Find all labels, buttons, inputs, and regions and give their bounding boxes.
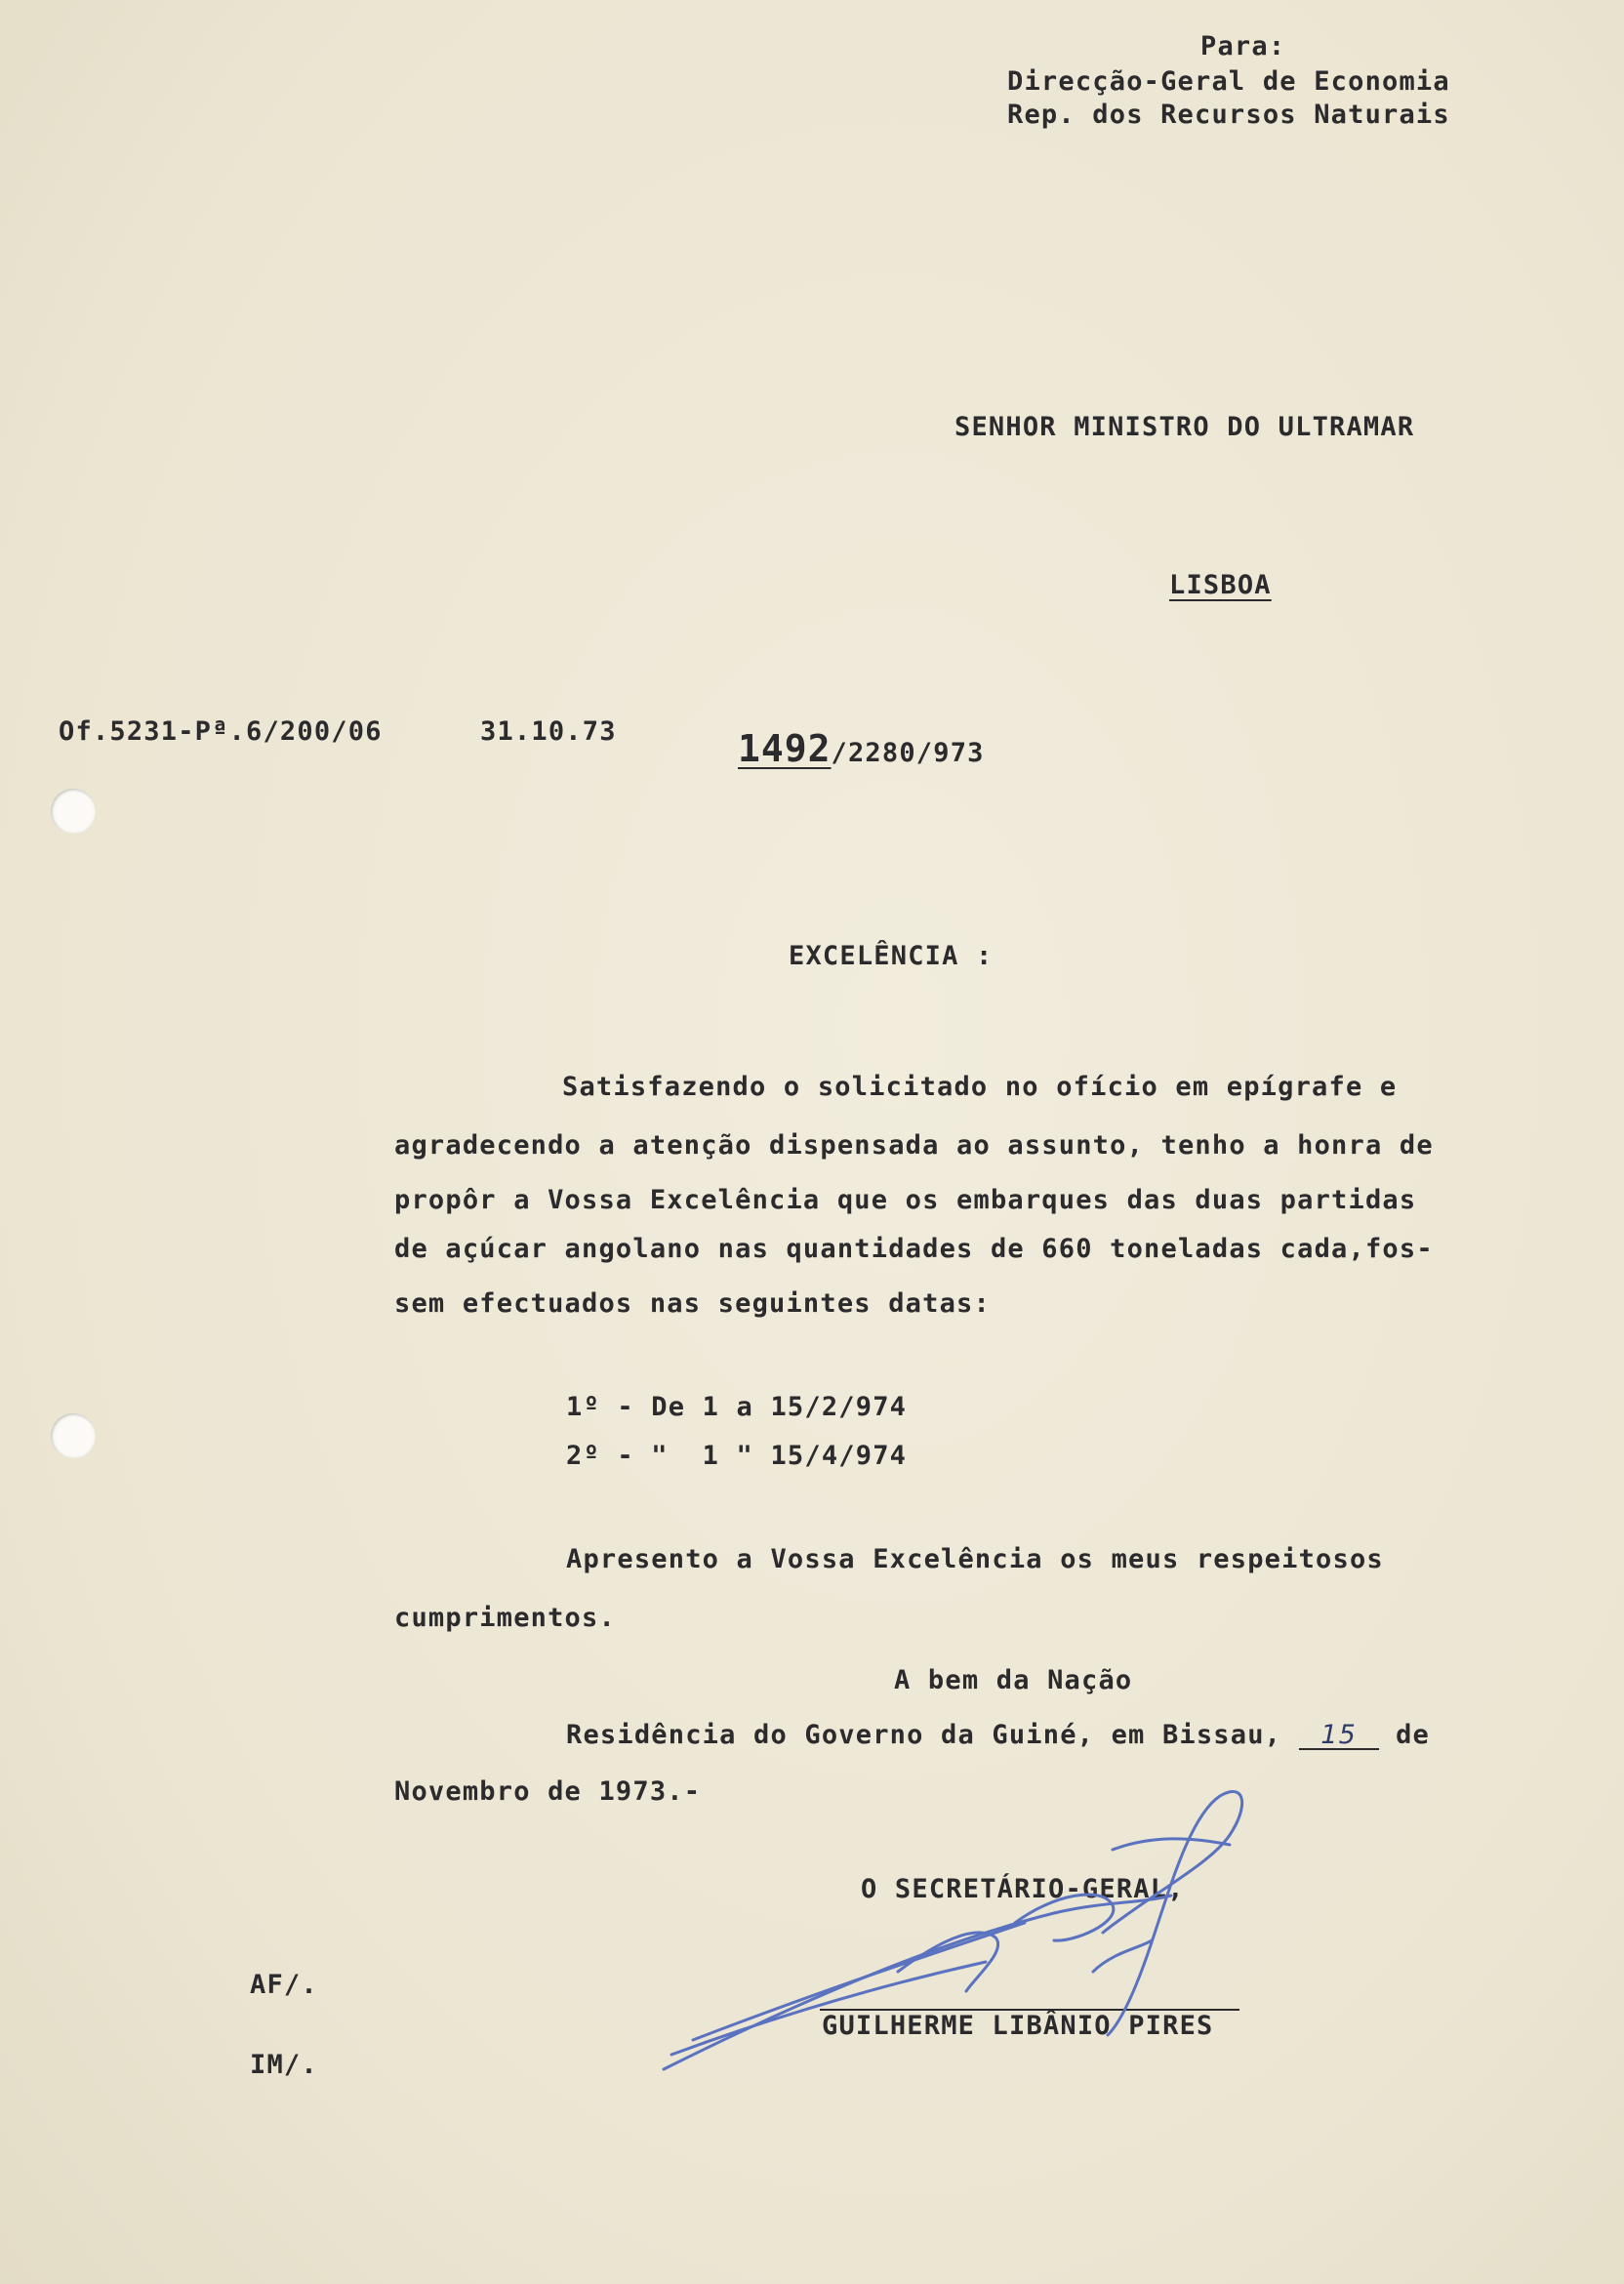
- body-line: cumprimentos.: [394, 1603, 616, 1633]
- body-line: Satisfazendo o solicitado no ofício em epígrafe e: [562, 1072, 1398, 1102]
- body-line: Apresento a Vossa Excelência os meus respeitosos: [566, 1544, 1384, 1574]
- para-recipient-line2: Rep. dos Recursos Naturais: [1007, 100, 1450, 130]
- initials-im: IM/.: [250, 2050, 318, 2080]
- oficio-date: 31.10.73: [480, 716, 617, 747]
- salutation: EXCELÊNCIA :: [789, 941, 994, 971]
- handwritten-signature: [644, 1776, 1347, 2089]
- document-number-suffix: /2280/973: [831, 738, 985, 768]
- addressee-title: SENHOR MINISTRO DO ULTRAMAR: [954, 412, 1415, 442]
- place-line-text-end: de: [1396, 1720, 1430, 1750]
- body-line: agradecendo a atenção dispensada ao assunto, tenho a honra de: [394, 1130, 1434, 1161]
- place-line-text: Residência do Governo da Guiné, em Bissau,: [566, 1720, 1282, 1750]
- oficio-reference: Of.5231-Pª.6/200/06: [59, 716, 383, 747]
- addressee-city: LISBOA: [1169, 570, 1272, 600]
- body-line: sem efectuados nas seguintes datas:: [394, 1288, 991, 1319]
- signatory-role: O SECRETÁRIO-GERAL,: [861, 1874, 1185, 1904]
- para-label: Para:: [1200, 31, 1286, 61]
- signatory-name: GUILHERME LIBÂNIO PIRES: [822, 2011, 1214, 2041]
- punch-hole: [51, 1413, 96, 1458]
- initials-af: AF/.: [250, 1970, 318, 2000]
- document-number-main: 1492: [738, 727, 832, 770]
- document-number: [738, 727, 985, 770]
- body-line: propôr a Vossa Excelência que os embarques das duas partidas: [394, 1185, 1417, 1215]
- place-day-handwritten: [1299, 1722, 1379, 1750]
- body-line: de açúcar angolano nas quantidades de 660 toneladas cada,fos-: [394, 1234, 1434, 1264]
- closing-motto: A bem da Nação: [894, 1665, 1133, 1695]
- shipment-date-2: 2º - " 1 " 15/4/974: [566, 1441, 908, 1471]
- place-day-value: 15: [1320, 1720, 1357, 1750]
- place-line: [566, 1722, 1430, 1750]
- punch-hole: [51, 789, 96, 834]
- closing-date-line: Novembro de 1973.-: [394, 1776, 702, 1807]
- para-recipient-line1: Direcção-Geral de Economia: [1007, 66, 1450, 97]
- shipment-date-1: 1º - De 1 a 15/2/974: [566, 1392, 908, 1422]
